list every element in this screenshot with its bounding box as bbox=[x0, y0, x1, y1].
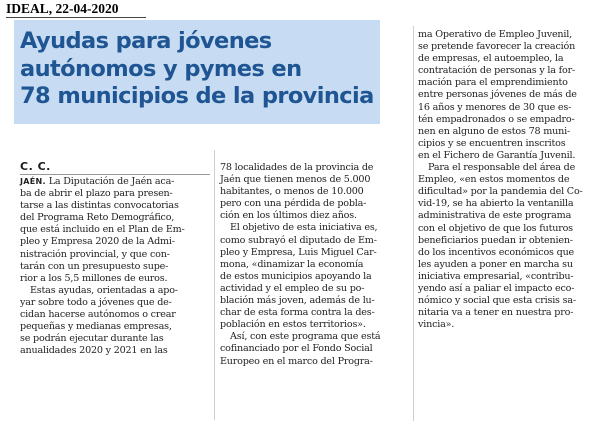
body-line: yar sobre todo a jóvenes que de- bbox=[20, 296, 172, 308]
body-line: blación más joven, además de lu- bbox=[220, 295, 375, 307]
body-line: mación para el emprendimiento bbox=[418, 77, 568, 89]
body-line: yendo así a paliar el impacto eco- bbox=[418, 282, 575, 294]
body-line: de empresas, el autoempleo, la bbox=[418, 53, 564, 65]
body-line: anualidades 2020 y 2021 en las bbox=[20, 345, 168, 357]
body-line: actividad y el empleo de su po- bbox=[220, 282, 365, 294]
body-text: La Diputación de Jaén aca- bbox=[45, 176, 175, 187]
body-line: les ayuden a poner en marcha su bbox=[418, 258, 573, 270]
column-divider bbox=[413, 26, 414, 421]
body-line: en el Fichero de Garantía Juvenil. bbox=[418, 149, 576, 161]
column-divider bbox=[214, 150, 215, 420]
body-line: se podrán ejecutar durante las bbox=[20, 333, 164, 345]
body-line: administrativa de este programa bbox=[418, 210, 572, 222]
body-line: pleo y Empresa 2020 de la Admi- bbox=[20, 236, 175, 248]
body-line: char de esta forma contra la des- bbox=[220, 307, 375, 319]
body-line: pequeñas y medianas empresas, bbox=[20, 321, 172, 333]
body-line: habitantes, o menos de 10.000 bbox=[220, 186, 364, 198]
article-column-2 bbox=[220, 162, 410, 368]
body-line: Estas ayudas, orientadas a apo- bbox=[30, 284, 178, 296]
body-line: nómico y social que esta crisis sa- bbox=[418, 295, 576, 307]
headline-line: 78 municipios de la provincia bbox=[20, 83, 374, 109]
body-line: se pretende favorecer la creación bbox=[418, 41, 576, 53]
body-line: cidan hacerse autónomos o crear bbox=[20, 309, 176, 321]
headline-line: Ayudas para jóvenes bbox=[20, 28, 272, 54]
body-line: pleo y Empresa, Luis Miguel Car- bbox=[220, 246, 377, 258]
body-line: población en estos territorios». bbox=[220, 319, 366, 331]
body-line: pero con una pérdida de pobla- bbox=[220, 198, 367, 210]
body-line: de estos municipios apoyando la bbox=[220, 270, 372, 282]
body-line: iniciativa empresarial, «contribu- bbox=[418, 270, 574, 282]
byline: C. C. bbox=[20, 160, 51, 173]
body-line: El objetivo de esta iniciativa es, bbox=[230, 222, 378, 234]
body-line: contratación de personas y la for- bbox=[418, 65, 576, 77]
body-line: con el objetivo de que los futuros bbox=[418, 222, 573, 234]
body-line: 16 años y menores de 30 que es- bbox=[418, 101, 572, 113]
body-line: del Programa Reto Demográfico, bbox=[20, 212, 175, 224]
body-line: tarse a las distintas convocatorias bbox=[20, 200, 179, 212]
body-line: Empleo, «en estos momentos de bbox=[418, 174, 570, 186]
body-line: ma Operativo de Empleo Juvenil, bbox=[418, 29, 572, 40]
body-line: nitaria va a tener en nuestra pro- bbox=[418, 307, 574, 319]
dateline-location: JAÉN. bbox=[20, 177, 46, 186]
article-column-1 bbox=[20, 176, 210, 357]
source-date: IDEAL, 22-04-2020 bbox=[6, 1, 119, 16]
body-line: ción en los últimos diez años. bbox=[220, 210, 357, 222]
body-line: Europeo en el marco del Progra- bbox=[220, 355, 373, 367]
body-line: ba de abrir el plazo para presen- bbox=[20, 188, 173, 200]
headline-line: autónomos y pymes en bbox=[20, 55, 302, 82]
body-line: Para el responsable del área de bbox=[428, 162, 576, 174]
article-column-3 bbox=[418, 29, 608, 331]
body-line: do los incentivos económicos que bbox=[418, 246, 575, 258]
body-line: cofinanciado por el Fondo Social bbox=[220, 343, 373, 355]
body-line: nistración provincial, y que con- bbox=[20, 248, 170, 260]
body-line: vincia». bbox=[418, 319, 455, 331]
headline bbox=[20, 28, 390, 111]
body-line: beneficiarios puedan ir obtenien- bbox=[418, 234, 573, 246]
body-line: que está incluido en el Plan de Em- bbox=[20, 224, 185, 236]
body-line: como subrayó el diputado de Em- bbox=[220, 234, 377, 246]
body-line: cipios y se encuentren inscritos bbox=[418, 137, 566, 149]
body-line bbox=[20, 176, 210, 188]
body-line: rior a los 5,5 millones de euros. bbox=[20, 272, 168, 284]
source-underline bbox=[6, 17, 146, 18]
body-line: vid-19, se ha abierto la ventanilla bbox=[418, 198, 574, 210]
body-line: tén empadronados o se empadro- bbox=[418, 113, 575, 125]
body-line: mona, «dinamizar la economía bbox=[220, 258, 364, 270]
body-line: nen en alguno de estos 78 muni- bbox=[418, 125, 570, 137]
body-line: Así, con este programa que está bbox=[230, 331, 381, 343]
body-line: entre personas jóvenes de más de bbox=[418, 89, 577, 101]
body-line: Jaén que tienen menos de 5.000 bbox=[220, 174, 371, 186]
body-line: dificultad» por la pandemia del Co- bbox=[418, 186, 583, 198]
body-line: 78 localidades de la provincia de bbox=[220, 162, 374, 173]
byline-rule bbox=[20, 174, 210, 175]
body-line: tarán con un presupuesto supe- bbox=[20, 260, 169, 272]
